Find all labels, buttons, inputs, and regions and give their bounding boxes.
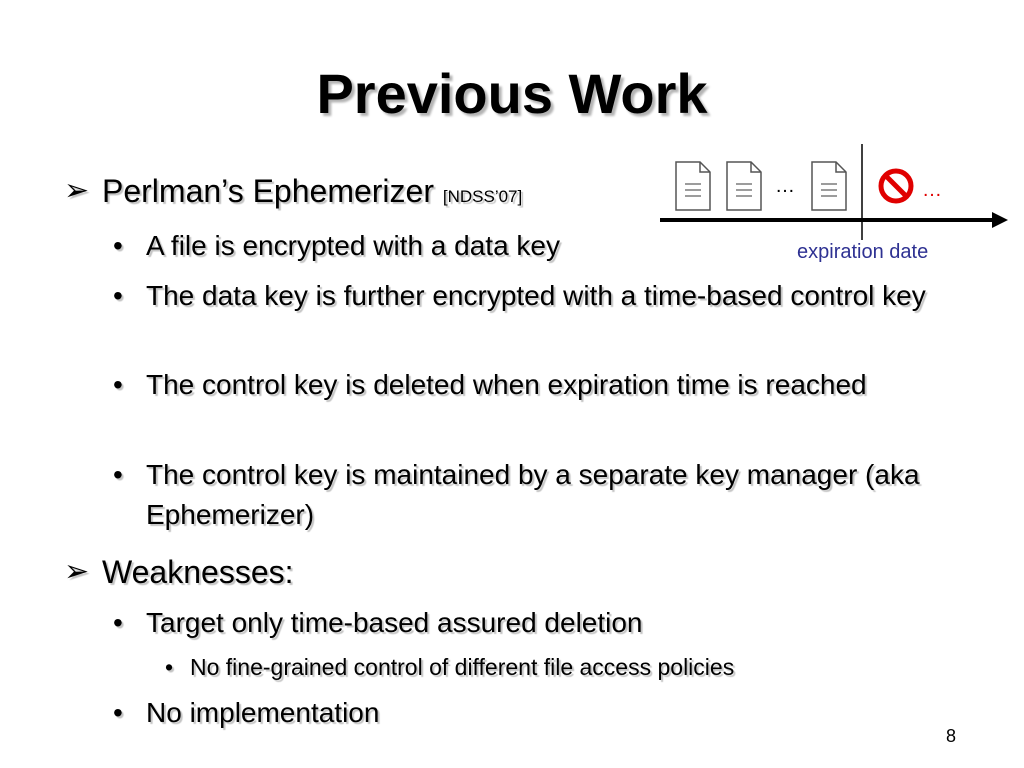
bullet-dot: • [113,369,123,400]
bullet-dot: • [113,697,123,728]
bullet-dot: • [113,607,123,638]
sub-list-item-text: No fine-grained control of different file access policies [190,654,735,680]
list-item-text: A file is encrypted with a data key [146,230,560,261]
bullet-dot: • [113,459,123,490]
expiration-date-label: expiration date [797,241,929,263]
list-item-text: The data key is further encrypted with a time-based control key [146,280,926,311]
page-number: 8 [946,726,957,746]
bullet-dot: • [113,280,123,311]
after-expiration-ellipsis: … [922,179,942,201]
list-item-text: The control key is deleted when expiration time is reached [146,369,867,400]
document-icon [812,162,846,210]
document-icon [727,162,761,210]
list-item-text: Target only time-based assured deletion [146,607,643,638]
list-item-text: The control key is maintained by a separate key manager (aka Ephemerizer) [146,459,920,530]
slide-title: Previous Work [316,62,708,125]
document-icon [676,162,710,210]
list-item-text: No implementation [146,697,380,728]
ephemerizer-citation: [NDSS’07] [442,187,523,206]
ephemerizer-heading: Perlman’s Ephemerizer [102,173,434,209]
arrow-bullet-icon: ➢ [64,174,90,207]
time-axis-arrowhead [992,212,1008,228]
weaknesses-heading: Weaknesses: [102,554,294,590]
arrow-bullet-icon: ➢ [64,555,90,588]
bullet-dot: • [165,654,174,680]
files-ellipsis: … [775,175,795,197]
prohibited-icon [881,171,911,201]
bullet-dot: • [113,230,123,261]
